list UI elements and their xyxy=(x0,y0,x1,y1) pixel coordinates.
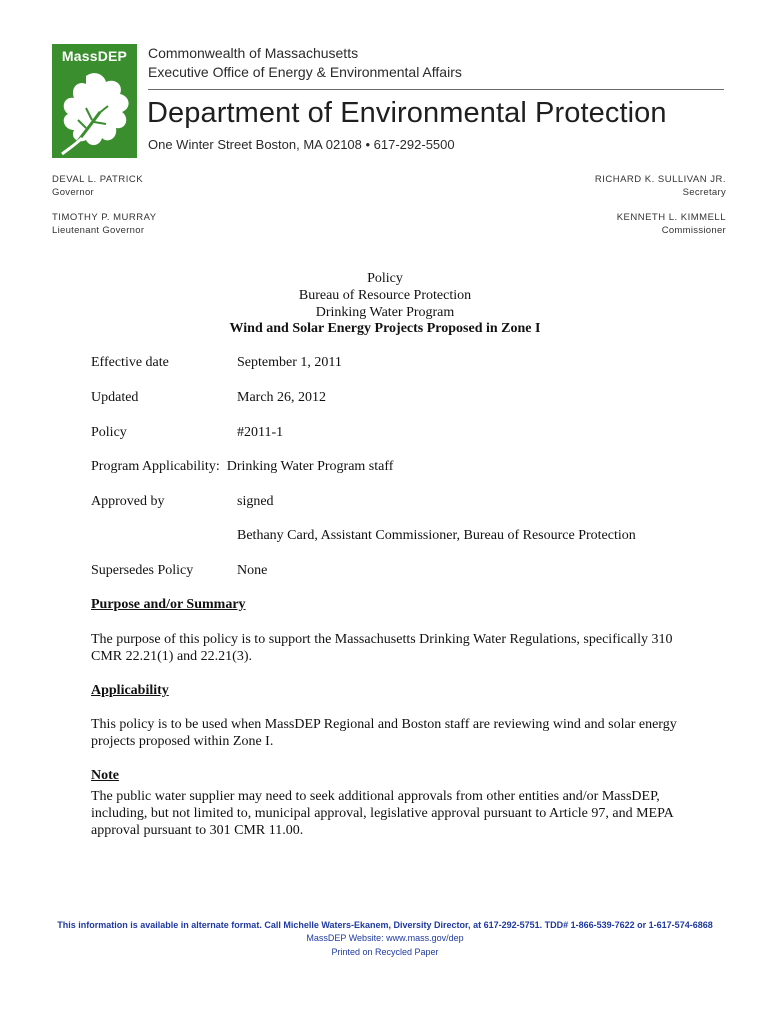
footer-website: MassDEP Website: www.mass.gov/dep xyxy=(306,933,464,943)
commissioner-name: KENNETH L. KIMMELL xyxy=(616,212,726,223)
lt-governor-name: TIMOTHY P. MURRAY xyxy=(52,212,157,223)
logo-text: MassDEP xyxy=(61,48,128,64)
governor-title: Governor xyxy=(52,187,95,198)
massdep-logo xyxy=(52,44,137,158)
bureau-name: Bureau of Resource Protection xyxy=(298,288,472,303)
department-name: Department of Environmental Protection xyxy=(147,97,667,129)
supersedes-label: Supersedes Policy xyxy=(91,563,194,578)
commissioner-title: Commissioner xyxy=(661,225,726,236)
footer-recycled: Printed on Recycled Paper xyxy=(331,947,439,957)
updated-value: March 26, 2012 xyxy=(237,390,327,405)
org-line-commonwealth: Commonwealth of Massachusetts xyxy=(148,45,359,61)
doc-type: Policy xyxy=(367,271,403,286)
note-heading: Note xyxy=(91,768,119,783)
secretary-title: Secretary xyxy=(682,187,726,198)
approved-by-label: Approved by xyxy=(91,494,165,509)
department-address: One Winter Street Boston, MA 02108 • 617-292-5500 xyxy=(148,137,455,152)
policy-number-value: #2011-1 xyxy=(237,425,284,440)
effective-date-label: Effective date xyxy=(91,355,169,370)
footer-alternate-format: This information is available in alternate format. Call Michelle Waters-Ekanem, Diversity Director, at 617-292-5751. TDD# 1-866-539-7622 or 1-617-574-6868 xyxy=(57,920,713,930)
purpose-text: The purpose of this policy is to support the Massachusetts Drinking Water Regulations, specifically 310 CMR 22.21(1) and 22.21(3). xyxy=(91,632,673,664)
note-text: The public water supplier may need to seek additional approvals from other entities and/or MassDEP, including, but not limited to, municipal approval, legislative approval pursuant to Article 97, and MEPA approval pursuant to 301 CMR 11.00. xyxy=(91,789,673,838)
oak-leaf-icon xyxy=(56,68,134,156)
header-divider xyxy=(148,89,724,90)
policy-subject: Wind and Solar Energy Projects Proposed in Zone I xyxy=(229,321,541,336)
approved-by-value: signed xyxy=(237,494,274,509)
effective-date-value: September 1, 2011 xyxy=(237,355,342,370)
governor-name: DEVAL L. PATRICK xyxy=(52,174,144,185)
program-applicability: Program Applicability: Drinking Water Program staff xyxy=(91,459,394,474)
applicability-text: This policy is to be used when MassDEP Regional and Boston staff are reviewing wind and solar energy projects proposed within Zone I. xyxy=(91,717,677,749)
applicability-heading: Applicability xyxy=(91,683,169,698)
approver-name: Bethany Card, Assistant Commissioner, Bureau of Resource Protection xyxy=(237,528,636,543)
lt-governor-title: Lieutenant Governor xyxy=(52,225,145,236)
org-line-executive-office: Executive Office of Energy & Environmental Affairs xyxy=(148,64,462,80)
program-name: Drinking Water Program xyxy=(315,305,455,320)
policy-number-label: Policy xyxy=(91,425,127,440)
supersedes-value: None xyxy=(237,563,268,578)
secretary-name: RICHARD K. SULLIVAN JR. xyxy=(594,174,726,185)
purpose-heading: Purpose and/or Summary xyxy=(91,597,246,612)
updated-label: Updated xyxy=(91,390,139,405)
